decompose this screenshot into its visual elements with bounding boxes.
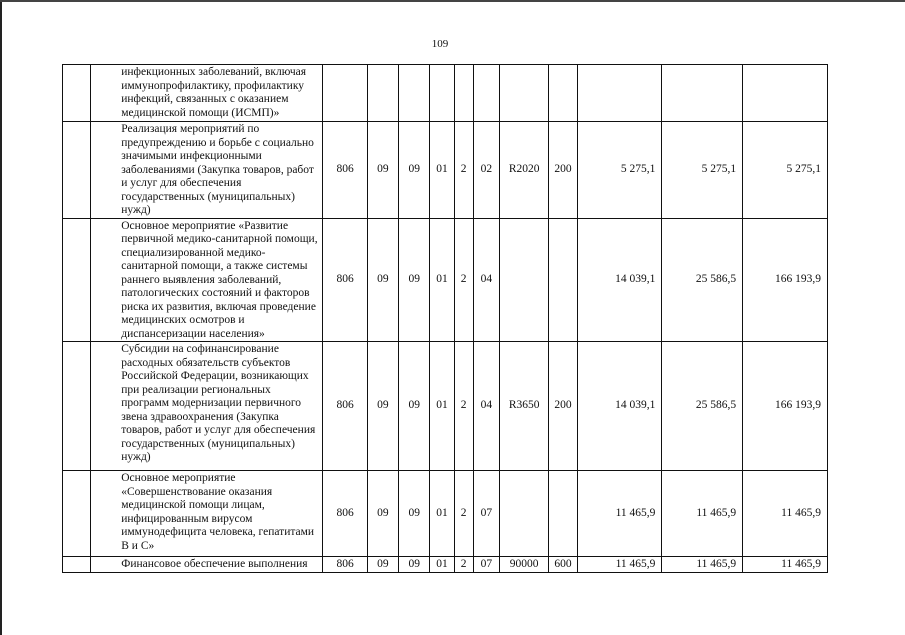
ministry-code: 806 bbox=[323, 471, 367, 557]
amount-year-2: 25 586,5 bbox=[662, 342, 743, 471]
amount-year-2: 25 586,5 bbox=[662, 218, 743, 342]
amount-year-2: 11 465,9 bbox=[662, 471, 743, 557]
row-number-cell bbox=[63, 218, 91, 342]
expense-name: инфекционных заболеваний, включая иммунопрофилактику, профилактику инфекций, связанных с оказанием медицинской помощи (ИСМП)» bbox=[91, 65, 323, 122]
section-code: 09 bbox=[367, 122, 398, 219]
direction-code bbox=[499, 65, 548, 122]
direction-code: 90000 bbox=[499, 557, 548, 573]
program-code: 01 bbox=[430, 471, 454, 557]
expense-name: Финансовое обеспечение выполнения bbox=[91, 557, 323, 573]
amount-year-2 bbox=[662, 65, 743, 122]
amount-year-1: 14 039,1 bbox=[577, 342, 662, 471]
program-code: 01 bbox=[430, 218, 454, 342]
amount-year-1: 11 465,9 bbox=[577, 557, 662, 573]
subprogram-code: 2 bbox=[454, 342, 473, 471]
direction-code: R2020 bbox=[499, 122, 548, 219]
row-number-cell bbox=[63, 122, 91, 219]
expense-type-code: 200 bbox=[549, 122, 577, 219]
subsection-code bbox=[399, 65, 430, 122]
table-row bbox=[63, 342, 828, 471]
expense-type-code bbox=[549, 471, 577, 557]
program-code: 01 bbox=[430, 557, 454, 573]
budget-table bbox=[62, 64, 828, 573]
subsection-code: 09 bbox=[399, 557, 430, 573]
activity-code: 04 bbox=[473, 218, 499, 342]
expense-name: Реализация мероприятий по предупреждению и борьбе с социально значимыми инфекционными заболеваниями (Закупка товаров, работ и услуг для обеспечения государственных (муниципальных) нужд) bbox=[91, 122, 323, 219]
amount-year-1 bbox=[577, 65, 662, 122]
table-row bbox=[63, 218, 828, 342]
expense-type-code: 600 bbox=[549, 557, 577, 573]
ministry-code bbox=[323, 65, 367, 122]
expense-name: Субсидии на софинансирование расходных обязательств субъектов Российской Федерации, возникающих при реализации региональных программ модернизации первичного звена здравоохранения (Закупка товаров, работ и услуг для обеспечения государственных (муниципальных) нужд) bbox=[91, 342, 323, 471]
subsection-code: 09 bbox=[399, 122, 430, 219]
subprogram-code: 2 bbox=[454, 557, 473, 573]
activity-code: 07 bbox=[473, 471, 499, 557]
section-code: 09 bbox=[367, 218, 398, 342]
amount-year-1: 14 039,1 bbox=[577, 218, 662, 342]
amount-year-3: 166 193,9 bbox=[743, 218, 828, 342]
amount-year-1: 5 275,1 bbox=[577, 122, 662, 219]
amount-year-3: 11 465,9 bbox=[743, 557, 828, 573]
section-code: 09 bbox=[367, 471, 398, 557]
activity-code bbox=[473, 65, 499, 122]
row-number-cell bbox=[63, 342, 91, 471]
direction-code: R3650 bbox=[499, 342, 548, 471]
expense-type-code bbox=[549, 65, 577, 122]
page-number: 109 bbox=[431, 38, 449, 50]
program-code: 01 bbox=[430, 342, 454, 471]
ministry-code: 806 bbox=[323, 342, 367, 471]
activity-code: 07 bbox=[473, 557, 499, 573]
direction-code bbox=[499, 218, 548, 342]
expense-type-code: 200 bbox=[549, 342, 577, 471]
program-code: 01 bbox=[430, 122, 454, 219]
row-number-cell bbox=[63, 557, 91, 573]
row-number-cell bbox=[63, 471, 91, 557]
direction-code bbox=[499, 471, 548, 557]
amount-year-3: 166 193,9 bbox=[743, 342, 828, 471]
row-number-cell bbox=[63, 65, 91, 122]
amount-year-3: 11 465,9 bbox=[743, 471, 828, 557]
subprogram-code: 2 bbox=[454, 218, 473, 342]
ministry-code: 806 bbox=[323, 557, 367, 573]
amount-year-1: 11 465,9 bbox=[577, 471, 662, 557]
section-code: 09 bbox=[367, 342, 398, 471]
subsection-code: 09 bbox=[399, 342, 430, 471]
amount-year-3: 5 275,1 bbox=[743, 122, 828, 219]
subsection-code: 09 bbox=[399, 218, 430, 342]
table-row bbox=[63, 65, 828, 122]
activity-code: 02 bbox=[473, 122, 499, 219]
amount-year-3 bbox=[743, 65, 828, 122]
table-body bbox=[63, 65, 828, 573]
subprogram-code: 2 bbox=[454, 471, 473, 557]
expense-type-code bbox=[549, 218, 577, 342]
ministry-code: 806 bbox=[323, 122, 367, 219]
table-row bbox=[63, 471, 828, 557]
amount-year-2: 5 275,1 bbox=[662, 122, 743, 219]
program-code bbox=[430, 65, 454, 122]
section-code: 09 bbox=[367, 557, 398, 573]
table-row bbox=[63, 122, 828, 219]
amount-year-2: 11 465,9 bbox=[662, 557, 743, 573]
expense-name: Основное мероприятие «Совершенствование оказания медицинской помощи лицам, инфицированным вирусом иммунодефицита человека, гепатитами В и С» bbox=[91, 471, 323, 557]
subsection-code: 09 bbox=[399, 471, 430, 557]
scan-border-top bbox=[0, 0, 905, 2]
ministry-code: 806 bbox=[323, 218, 367, 342]
subprogram-code bbox=[454, 65, 473, 122]
subprogram-code: 2 bbox=[454, 122, 473, 219]
table-row bbox=[63, 557, 828, 573]
activity-code: 04 bbox=[473, 342, 499, 471]
section-code bbox=[367, 65, 398, 122]
scan-border-left bbox=[0, 0, 2, 635]
expense-name: Основное мероприятие «Развитие первичной медико-санитарной помощи, специализированной медико-санитарной помощи, а также системы раннего выявления заболеваний, патологических состояний и факторов риска их развития, включая проведение медицинских осмотров и диспансеризации населения» bbox=[91, 218, 323, 342]
